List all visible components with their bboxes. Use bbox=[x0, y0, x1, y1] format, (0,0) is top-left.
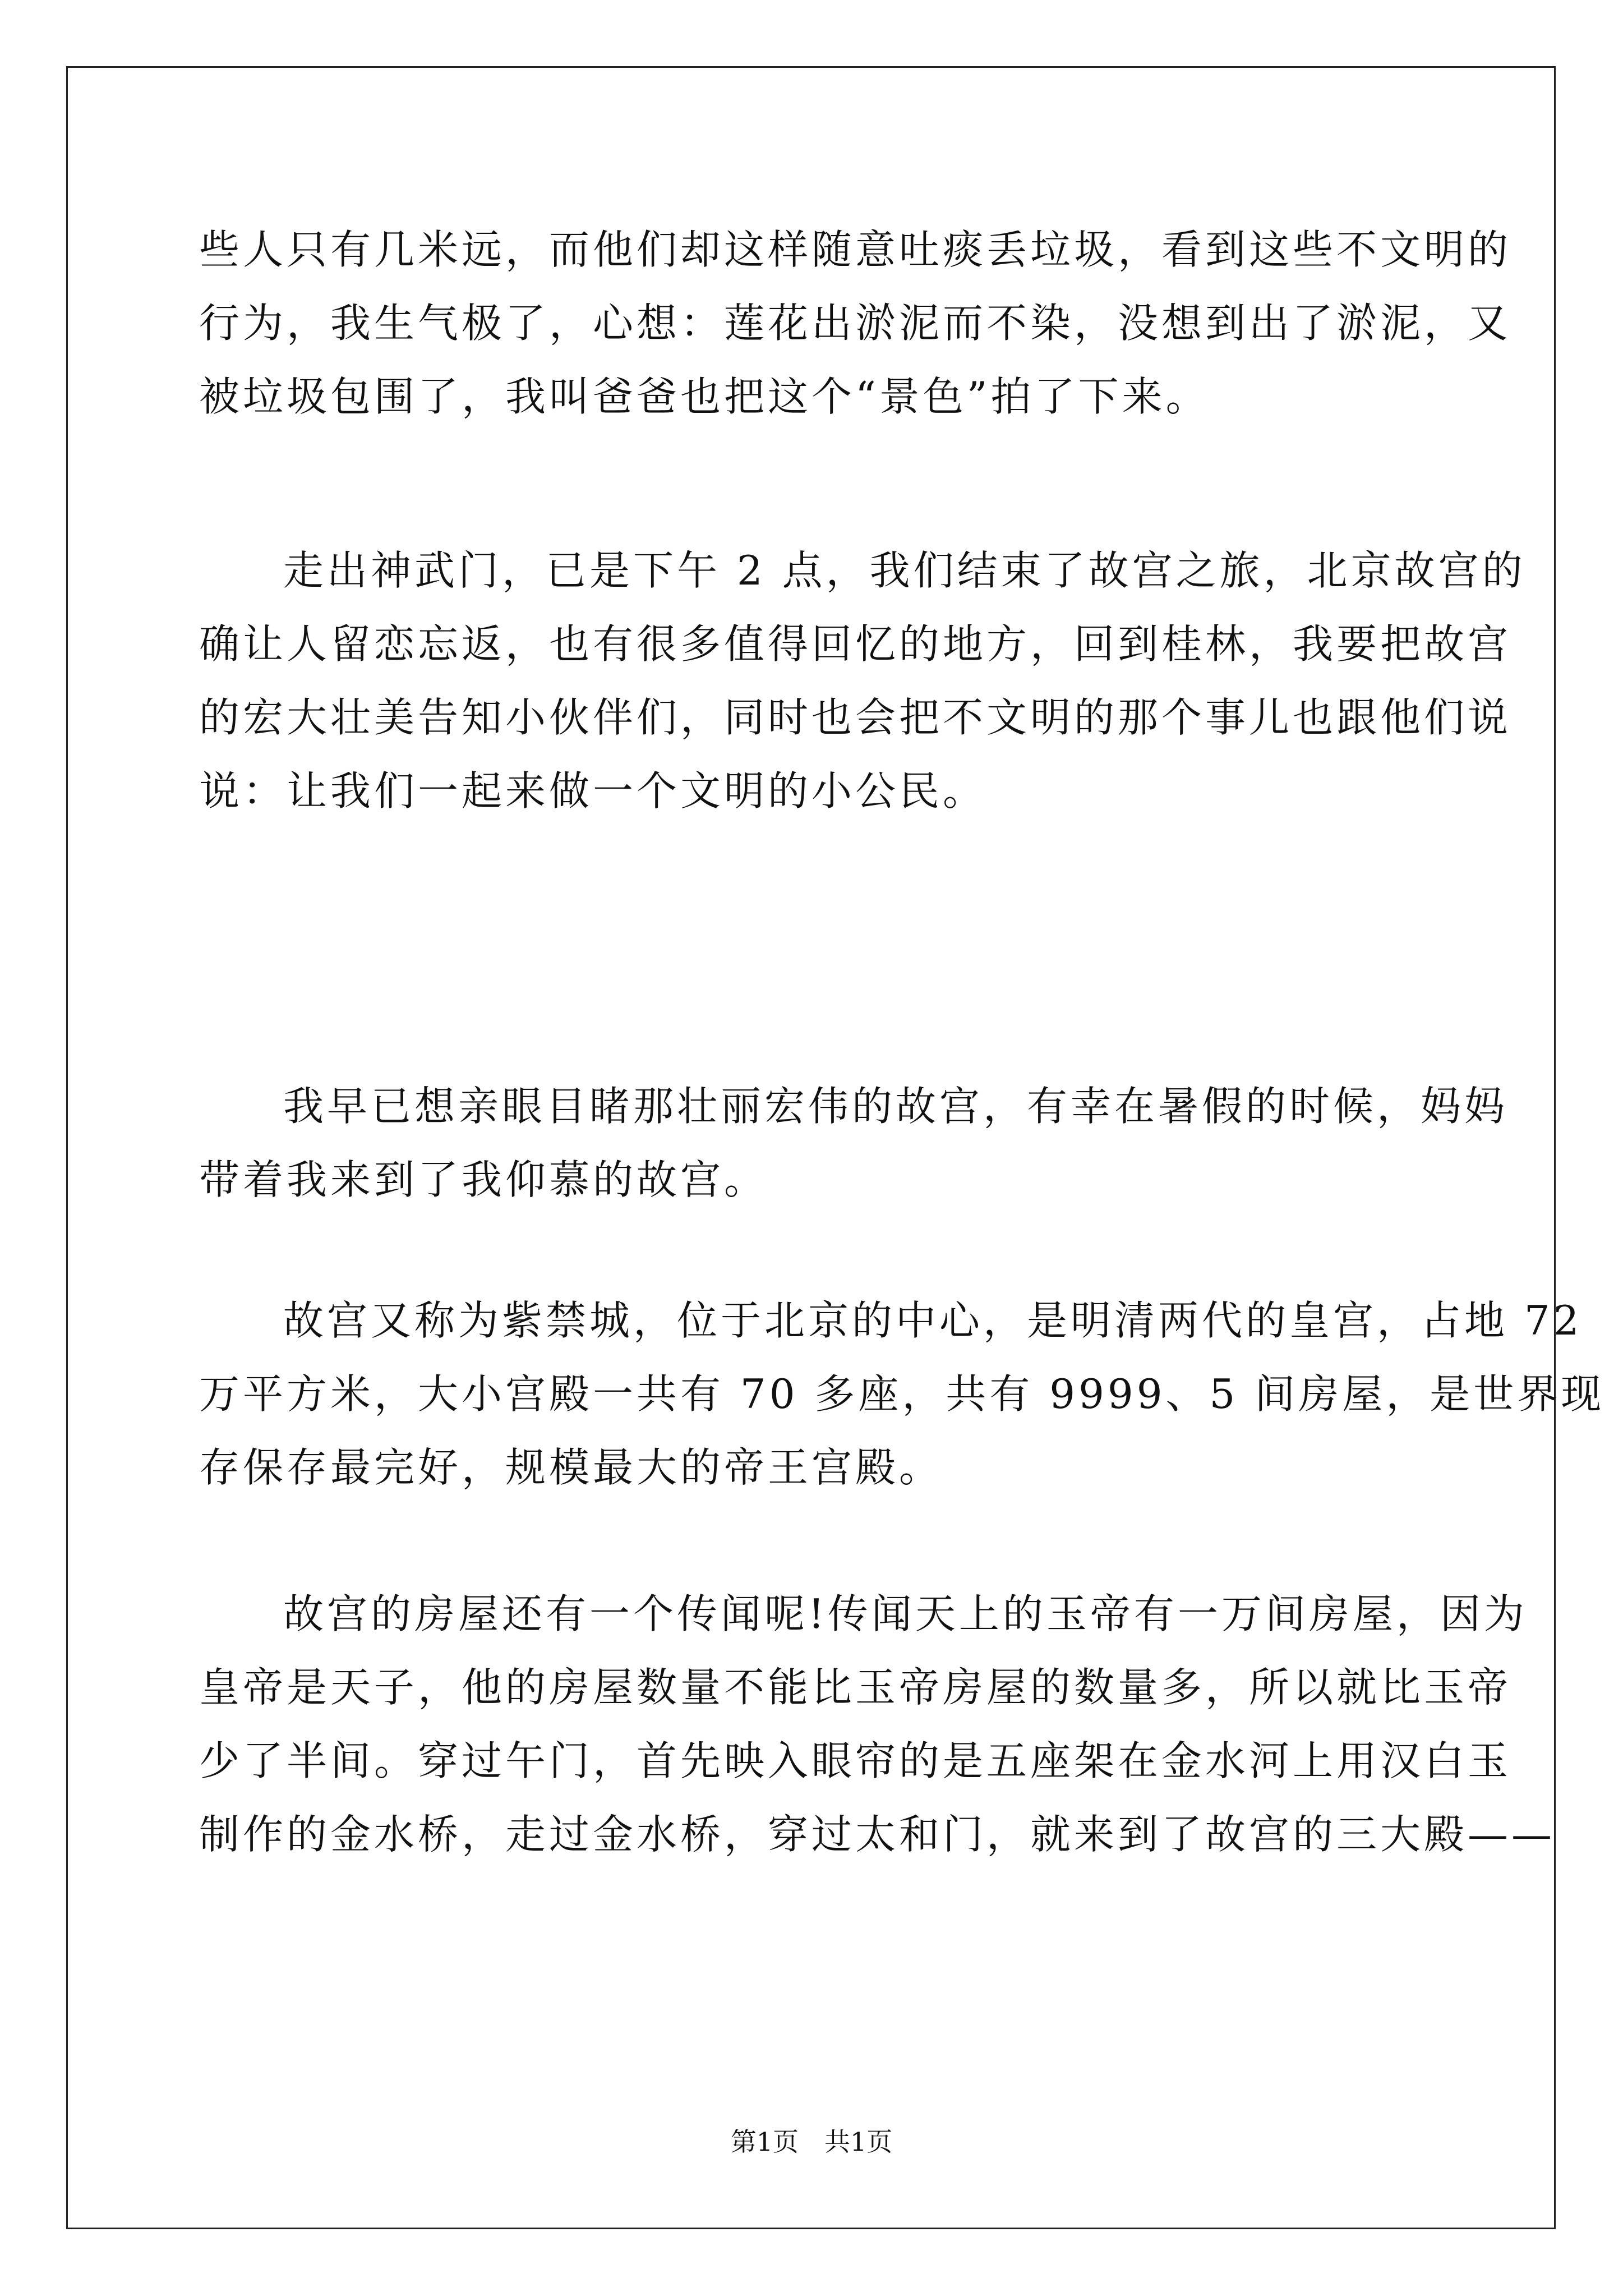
page-footer: 第1页 共1页 bbox=[730, 2127, 893, 2157]
text-line: 万平方米，大小宫殿一共有 70 多座，共有 9999、5 间房屋，是世界现 bbox=[199, 1370, 1605, 1418]
text-line: 皇帝是天子，他的房屋数量不能比玉帝房屋的数量多，所以就比玉帝 bbox=[199, 1664, 1512, 1711]
text-line: 些人只有几米远，而他们却这样随意吐痰丢垃圾，看到这些不文明的 bbox=[199, 226, 1512, 273]
text-line: 行为，我生气极了，心想：莲花出淤泥而不染，没想到出了淤泥，又 bbox=[199, 300, 1512, 347]
text-line: 少了半间。穿过午门，首先映入眼帘的是五座架在金水河上用汉白玉 bbox=[199, 1737, 1512, 1784]
text-line: 说：让我们一起来做一个文明的小公民。 bbox=[199, 767, 987, 815]
paragraph-first-line: 故宫又称为紫禁城，位于北京的中心，是明清两代的皇宫，占地 72 bbox=[283, 1297, 1583, 1344]
paragraph-first-line: 我早已想亲眼目睹那壮丽宏伟的故宫，有幸在暑假的时候，妈妈 bbox=[283, 1083, 1509, 1130]
text-line: 确让人留恋忘返，也有很多值得回忆的地方，回到桂林，我要把故宫 bbox=[199, 620, 1512, 668]
paragraph-first-line: 走出神武门，已是下午 2 点，我们结束了故宫之旅，北京故宫的 bbox=[283, 547, 1526, 594]
text-line: 制作的金水桥，走过金水桥，穿过太和门，就来到了故宫的三大殿—— bbox=[199, 1811, 1556, 1858]
text-line: 存保存最完好，规模最大的帝王宫殿。 bbox=[199, 1444, 943, 1491]
paragraph-first-line: 故宫的房屋还有一个传闻呢!传闻天上的玉帝有一万间房屋，因为 bbox=[283, 1590, 1528, 1637]
text-line: 被垃圾包围了，我叫爸爸也把这个“景色”拍了下来。 bbox=[199, 373, 1210, 420]
text-line: 带着我来到了我仰慕的故宫。 bbox=[199, 1156, 768, 1203]
text-line: 的宏大壮美告知小伙伴们，同时也会把不文明的那个事儿也跟他们说 bbox=[199, 694, 1512, 741]
